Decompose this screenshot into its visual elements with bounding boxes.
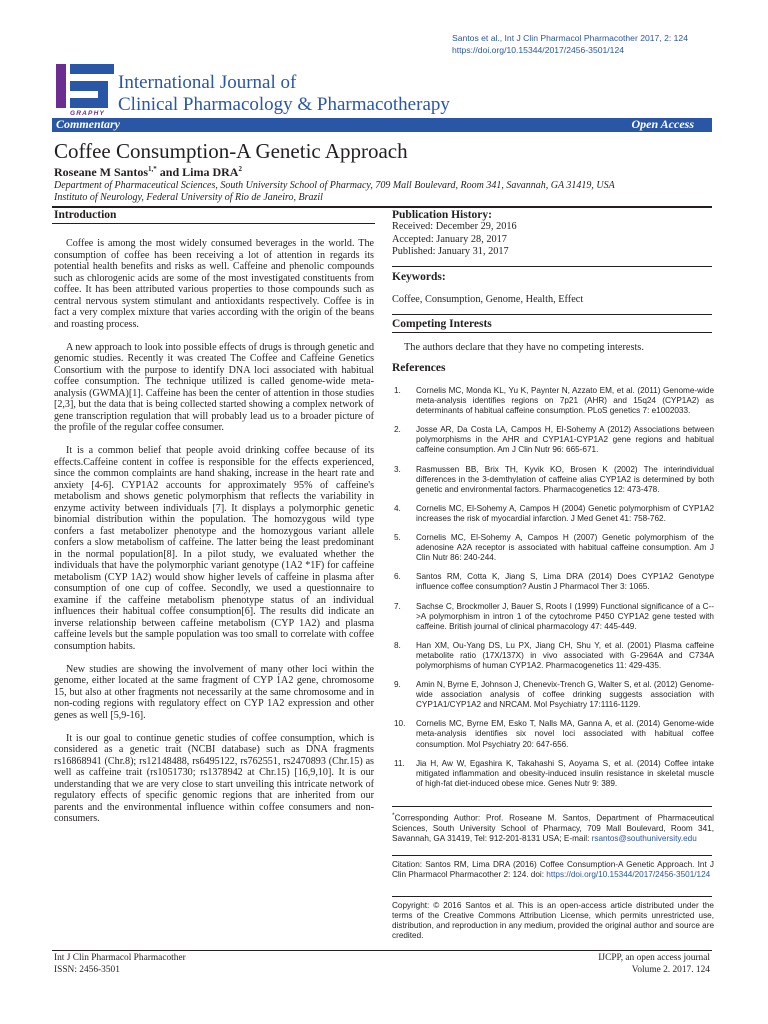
citation-doi-link[interactable]: https://doi.org/10.15344/2017/2456-3501/124 [546, 870, 711, 880]
pub-history-heading: Publication History: [392, 209, 492, 221]
citation-text: Citation: Santos RM, Lima DRA (2016) Coffee Consumption-A Genetic Approach. Int J Clin Pharmacol Pharmacother 2: 124. doi: [392, 860, 714, 880]
footer-issn: ISSN: 2456-3501 [54, 964, 120, 975]
reference-item [394, 572, 714, 592]
divider [392, 266, 712, 267]
ref-number: 1. [394, 386, 401, 395]
journal-title-line1: International Journal of [118, 72, 297, 93]
author-2-mark: 2 [238, 165, 242, 173]
footer-rule [52, 950, 712, 951]
corr-text: Corresponding Author: Prof. Roseane M. Santos, Department of Pharmaceutical Sciences, South University School of Pharmacy, 709 Mall Boulevard, Room 341, Savannah, GA 31419, Tel: 912-201-8131 USA; E-mail: [392, 813, 714, 843]
ref-number: 7. [394, 601, 401, 611]
intro-paragraph: New studies are showing the involvement of many other loci within the genome, either located at the same fragment of CYP 1A2 gene, chromosome 15, but also at other fragments not necessarily at the same chromosome and in non-coding regions with regulatory effect on CYP 1A2 expression and other genes as well [5,9-16]. [54, 663, 374, 721]
ref-text: Jia H, Aw W, Egashira K, Takahashi S, Aoyama S, et al. (2014) Coffee intake mitigated inflammation and obesity-induced insulin resistance in skeletal muscle of high-fat diet-induced obese mice. Genes Nutr 9: 389. [416, 758, 714, 788]
published-date: Published: January 31, 2017 [392, 246, 509, 257]
correspondence-note [392, 811, 714, 844]
divider [392, 855, 712, 856]
intro-paragraph: Coffee is among the most widely consumed beverages in the world. The consumption of coffee has been receiving a lot of attention in regards its potential health benefits and risks as well. Caffeine and phenolic compounds such as chlorogenic acids are some of the most investigated constituents from coffee. It has been attributed various properties to those compounds such as central nervous system stimulant and antioxidants respectively. Coffee is in fact a very complex mixture that varies according with the origin of the beans and roasting process. [54, 238, 374, 330]
competing-text: The authors declare that they have no competing interests. [404, 342, 644, 353]
ref-text: Santos RM, Cotta K, Jiang S, Lima DRA (2014) Does CYP1A2 Genotype influence coffee consumption? Austin J Pharmacol Ther 3: 1065. [416, 572, 714, 592]
header-citation [452, 32, 688, 56]
ref-text: Sachse C, Brockmoller J, Bauer S, Roots I (1999) Functional significance of a C-->A polymorphism in intron 1 of the cytochrome P450 CYP1A2 gene tested with caffeine. British journal of clinical pharmacology 47: 445-449. [416, 601, 714, 631]
intro-heading: Introduction [54, 209, 117, 221]
copyright-note: Copyright: © 2016 Santos et al. This is an open-access article distributed under the terms of the Creative Commons Attribution License, which permits unrestricted use, distribution, and reproduction in any medium, provided the original author and source are credited. [392, 901, 714, 941]
journal-logo [56, 64, 114, 116]
ref-text: Rasmussen BB, Brix TH, Kyvik KO, Brosen K (2002) The interindividual differences in the 3-demthylation of caffeine alias CYP1A2 is determined by both genetic and environmental factors. Pharmacogenetics 12: 473-478. [416, 464, 714, 494]
ref-text: Han XM, Ou-Yang DS, Lu PX, Jiang CH, Shu Y, et al. (2001) Plasma caffeine metabolite ratio (17X/137X) in vivo associated with G-2964A and C734A polymorphisms of human CYP1A2. Pharmacogenetics 11: 429-435. [416, 640, 714, 670]
reference-item [394, 504, 714, 524]
intro-rule [52, 223, 375, 224]
footer-left [54, 953, 186, 976]
ref-text: Josse AR, Da Costa LA, Campos H, El-Sohemy A (2012) Associations between polymorphisms in the AHR and CYP1A1-CYP1A2 gene regions and habitual caffeine consumption. Am J Clin Nutr 96: 665-671. [416, 425, 714, 455]
ref-text: Cornelis MC, Monda KL, Yu K, Paynter N, Azzato EM, et al. (2011) Genome-wide meta-analysis identifies regions on 7p21 (AHR) and 15q24 (CYP1A2) as determinants of habitual caffeine consumption. PLoS genetics 7: e1002033. [416, 386, 714, 416]
ref-text: Cornelis MC, El-Sohemy A, Campos H (2007) Genetic polymorphism of the adenosine A2A receptor is associated with habitual caffeine consumption. Am J Clin Nutr 86: 240-244. [416, 533, 714, 563]
ref-number: 5. [394, 533, 401, 543]
ref-number: 4. [394, 503, 401, 513]
footer-right [598, 953, 710, 976]
reference-list [394, 386, 714, 798]
reference-item [394, 641, 714, 671]
divider [392, 332, 712, 333]
references-heading: References [392, 362, 446, 374]
doi-link[interactable]: https://doi.org/10.15344/2017/2456-3501/124 [452, 45, 625, 55]
citation-line: Santos et al., Int J Clin Pharmacol Pharmacother 2017, 2: 124 [452, 33, 688, 43]
header-rule [52, 206, 712, 208]
received-date: Received: December 29, 2016 [392, 221, 517, 232]
reference-item [394, 425, 714, 455]
article-type: Commentary [56, 117, 121, 131]
ref-number: 6. [394, 572, 401, 582]
reference-item [394, 602, 714, 632]
corr-email-link[interactable]: rsantos@southuniversity.edu [591, 833, 697, 843]
ref-text: Cornelis MC, El-Sohemy A, Campos H (2004) Genetic polymorphism of CYP1A2 increases the risk of myocardial infarction. J Med Genet 41: 758-762. [416, 503, 714, 523]
intro-paragraph: A new approach to look into possible effects of drugs is through genetic and genomic studies. Recently it was created The Coffee and Caffeine Genetics Consortium with the purpose to identify DNA loci associated with habitual coffee consumption. The technique utilized is called genome-wide meta-analysis (GWMA)[1]. Caffeine has been the center of attention in those studies [2,3], but the data that is being collected started showing a complex network of gene transcription regulation that will probably lead us to a broader picture of the profile of the regular coffee consumer. [54, 341, 374, 433]
intro-body [54, 238, 374, 836]
reference-item [394, 680, 714, 710]
ref-number: 2. [394, 425, 401, 435]
article-type-banner [52, 118, 712, 132]
ref-number: 9. [394, 680, 401, 690]
divider [392, 314, 712, 315]
author-1: Roseane M Santos [54, 165, 149, 179]
keywords-text: Coffee, Consumption, Genome, Health, Effect [392, 294, 584, 305]
article-title: Coffee Consumption-A Genetic Approach [54, 139, 408, 163]
citation-note [392, 860, 714, 880]
open-access-label: Open Access [631, 117, 694, 131]
accepted-date: Accepted: January 28, 2017 [392, 233, 507, 245]
reference-item [394, 759, 714, 789]
affiliation-2: Instituto of Neurology, Federal University of Rio de Janeiro, Brazil [54, 192, 323, 203]
reference-item [394, 465, 714, 495]
ref-text: Amin N, Byrne E, Johnson J, Chenevix-Trench G, Walter S, et al. (2012) Genome-wide association analysis of coffee drinking suggests association with CYP1A1/CYP1A2 and NRCAM. Mol Psychiatry 17:1116-1129. [416, 680, 714, 710]
ref-number: 3. [394, 464, 401, 474]
intro-paragraph: It is a common belief that people avoid drinking coffee because of its effects.Caffeine content in coffee is responsible for the effects experienced, since the common complaints are hand shaking, increase in the heart rate and anxiety [4-6]. CYP1A2 accounts for approximately 95% of caffeine's metabolism and shows genetic polymorphism that reflects the variability in enzyme activity between individuals [7]. It displays a polymorphic genetic binomial distribution within the population. The homozygous wild type confers a fast metabolizer phenotype and the homozygous variant allele confers a slow metabolism of caffeine. The latter being the least predominant in the normal population[8]. In a pilot study, we evaluated whether the individuals that have the polymorphic variant genotype (1A2 *1F) for caffeine metabolism (CYP 1A2) would show higher levels of caffeine in plasma after consumption of one cup of coffee. Secondly, we used a questionnaire to examine if the caffeine metabolism phenotype status of an individual influences their habitual coffee consumption[6]. The results did indicate an inverse relationship between caffeine metabolism (CYP 1A2) and plasma caffeine levels but the sample population was too small to correlate with coffee consumption habits. [54, 445, 374, 652]
ref-number: 10. [394, 719, 406, 729]
affiliations [54, 180, 615, 204]
author-2: and Lima DRA [156, 165, 239, 179]
footer-volume: Volume 2. 2017. 124 [631, 964, 710, 975]
divider [392, 806, 712, 807]
journal-title-line2: Clinical Pharmacology & Pharmacotherapy [118, 94, 450, 115]
ref-text: Cornelis MC, Byrne EM, Esko T, Nalls MA, Ganna A, et al. (2014) Genome-wide meta-analysis identifies six novel loci associated with habitual coffee consumption. Mol Psychiatry 20: 647-656. [416, 719, 714, 749]
intro-paragraph: It is our goal to continue genetic studies of coffee consumption, which is considered as a genetic trait (NCBI database) such as DNA fragments rs16868941 (Chr.8); rs12148488, rs6495122, rs762551, rs2470893 (Chr.15) as well as caffeine trait (rs1051730; rs1378942 at Chr.15) [16,9,10]. It is our understanding that we are very close to start unveiling this intricate network of regulatory effects of specific genomic regions that are inherited from our parents and the environmental influence within coffee consumers and non-consumers. [54, 732, 374, 824]
footer-access: IJCPP, an open access journal [598, 953, 710, 963]
author-1-mark: 1,* [148, 165, 157, 173]
reference-item [394, 719, 714, 749]
reference-item [394, 533, 714, 563]
corr-mark: * [392, 812, 395, 819]
keywords-heading: Keywords: [392, 271, 446, 283]
divider [392, 896, 712, 897]
footer-journal: Int J Clin Pharmacol Pharmacother [54, 953, 186, 963]
publication-history [392, 209, 715, 259]
logo-text: GRAPHY [70, 110, 106, 116]
reference-item [394, 386, 714, 416]
ref-number: 8. [394, 640, 401, 650]
competing-heading: Competing Interests [392, 318, 492, 330]
author-list [54, 165, 242, 180]
ref-number: 11. [394, 758, 405, 768]
affiliation-1: Department of Pharmaceutical Sciences, South University School of Pharmacy, 709 Mall Boulevard, Room 341, Savannah, GA 31419, USA [54, 180, 615, 191]
